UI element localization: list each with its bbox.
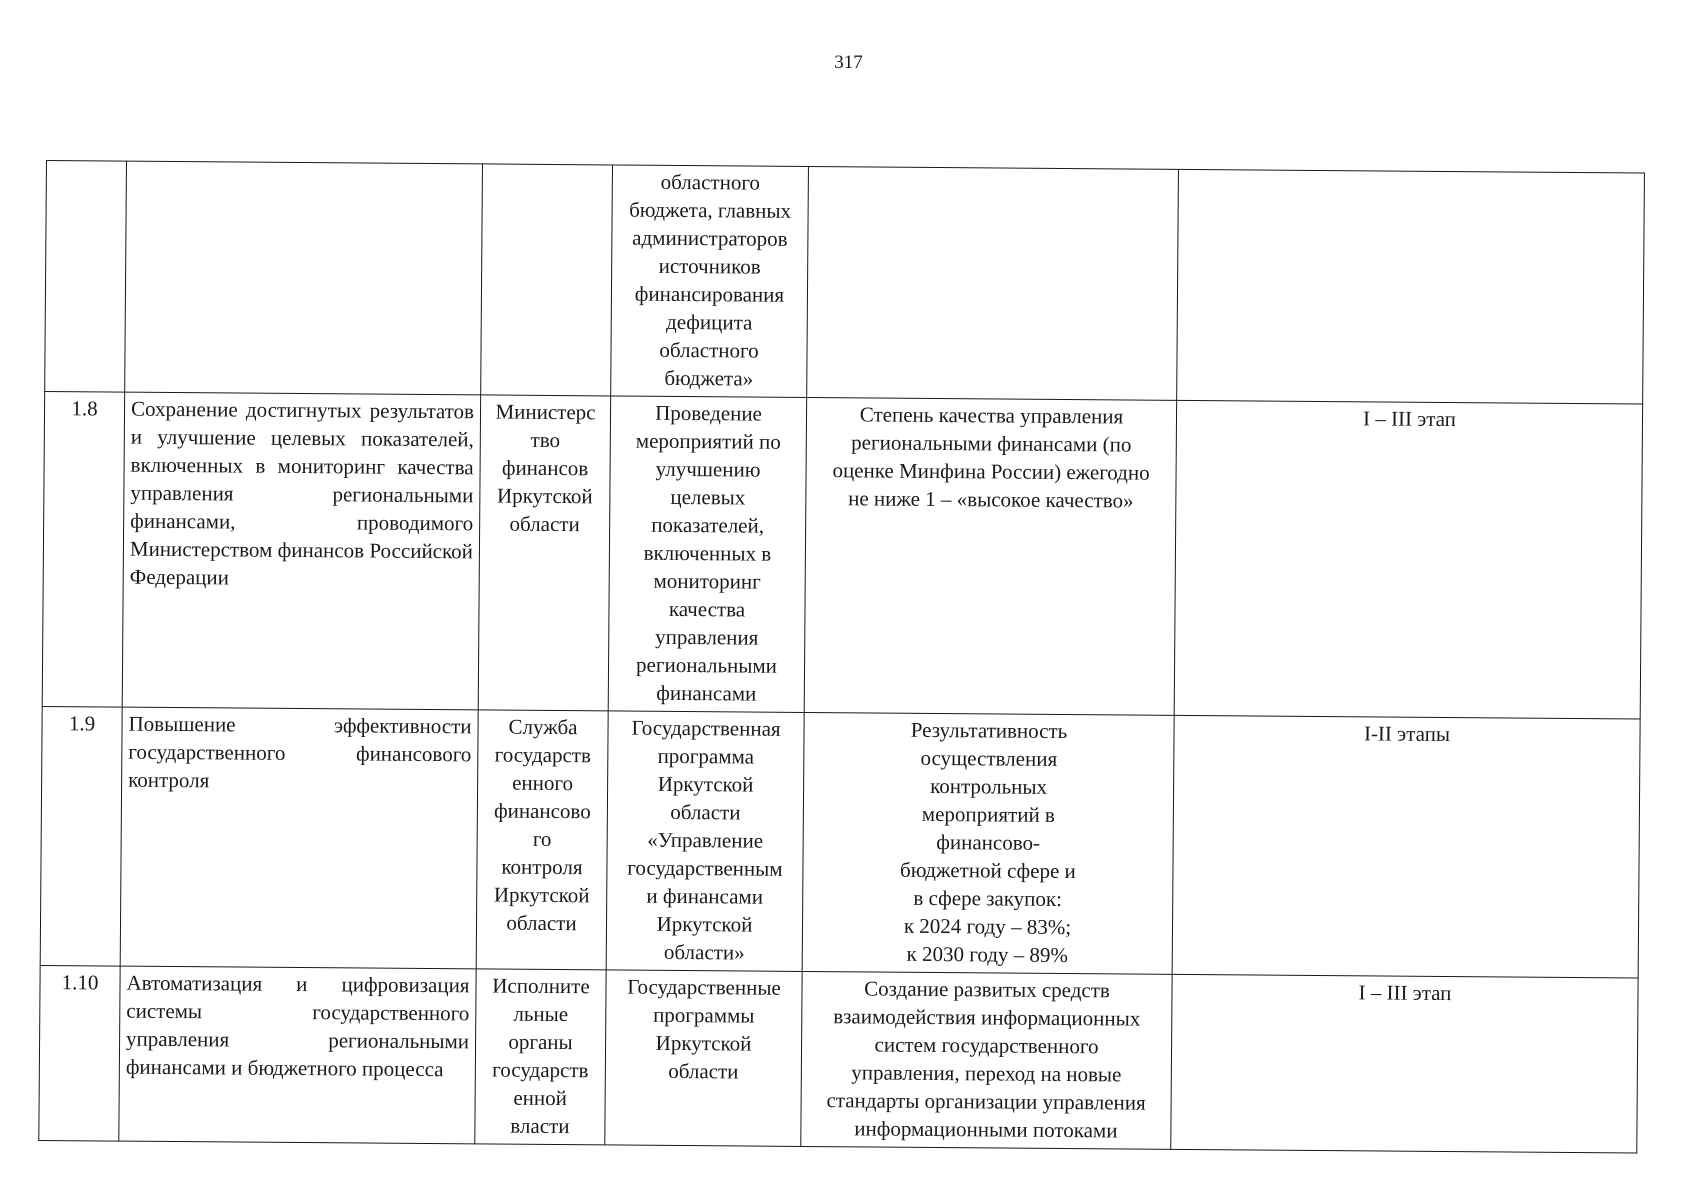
document-cell: областного бюджета, главных администраторов источников финансирования дефицита областного бюджета» [611,165,809,398]
executor-cell: Служба государств енного финансово го контроля Иркутской области [476,710,608,970]
indicator-cell [807,166,1179,400]
indicator-cell: Результативность осуществления контрольных мероприятий в финансово- бюджетной сфере и в сфере закупок: к 2024 году – 83%; к 2030 году – 89% [802,712,1174,974]
table-row [42,391,1642,719]
document-cell: Проведение мероприятий по улучшению целевых показателей, включенных в мониторинг качества управления региональными финансами [608,396,806,713]
measures-table [38,160,1645,1154]
document-cell: Государственная программа Иркутской области «Управление государственным и финансами Иркутской области» [606,711,804,972]
row-number: 1.9 [40,706,122,966]
executor-cell [481,164,613,396]
page-number: 317 [834,52,863,73]
document-cell: Государственные программы Иркутской области [605,970,802,1147]
measure-name: Повышение эффективности государственного финансового контроля [120,707,478,969]
stage-cell: I – III этап [1171,974,1638,1153]
measure-name: Автоматизация и цифровизация системы государственного управления региональными финансами и бюджетного процесса [119,966,476,1144]
table-row [39,965,1638,1153]
row-number: 1.10 [39,965,120,1141]
stage-cell: I-II этапы [1172,715,1640,978]
row-number: 1.8 [42,391,124,707]
measure-name [125,161,483,395]
measure-name: Сохранение достигнутых результатов и улучшение целевых показателей, включенных в мониторинг качества управления региональными финансами, проводимого Министерством финансов Российской Федерации [122,392,480,710]
executor-cell: Исполните льные органы государств енной власти [475,969,606,1145]
indicator-cell: Степень качества управления региональными финансами (по оценке Минфина России) ежегодно не ниже 1 – «высокое качество» [804,397,1176,715]
table-row [45,161,1645,405]
stage-cell: I – III этап [1174,400,1642,719]
indicator-cell: Создание развитых средств взаимодействия информационных систем государственного управления, переход на новые стандарты организации управления информационными потоками [801,971,1172,1149]
row-number [45,161,127,393]
table-row [40,706,1640,978]
executor-cell: Министерс тво финансов Иркутской области [478,395,610,711]
stage-cell [1177,169,1645,404]
